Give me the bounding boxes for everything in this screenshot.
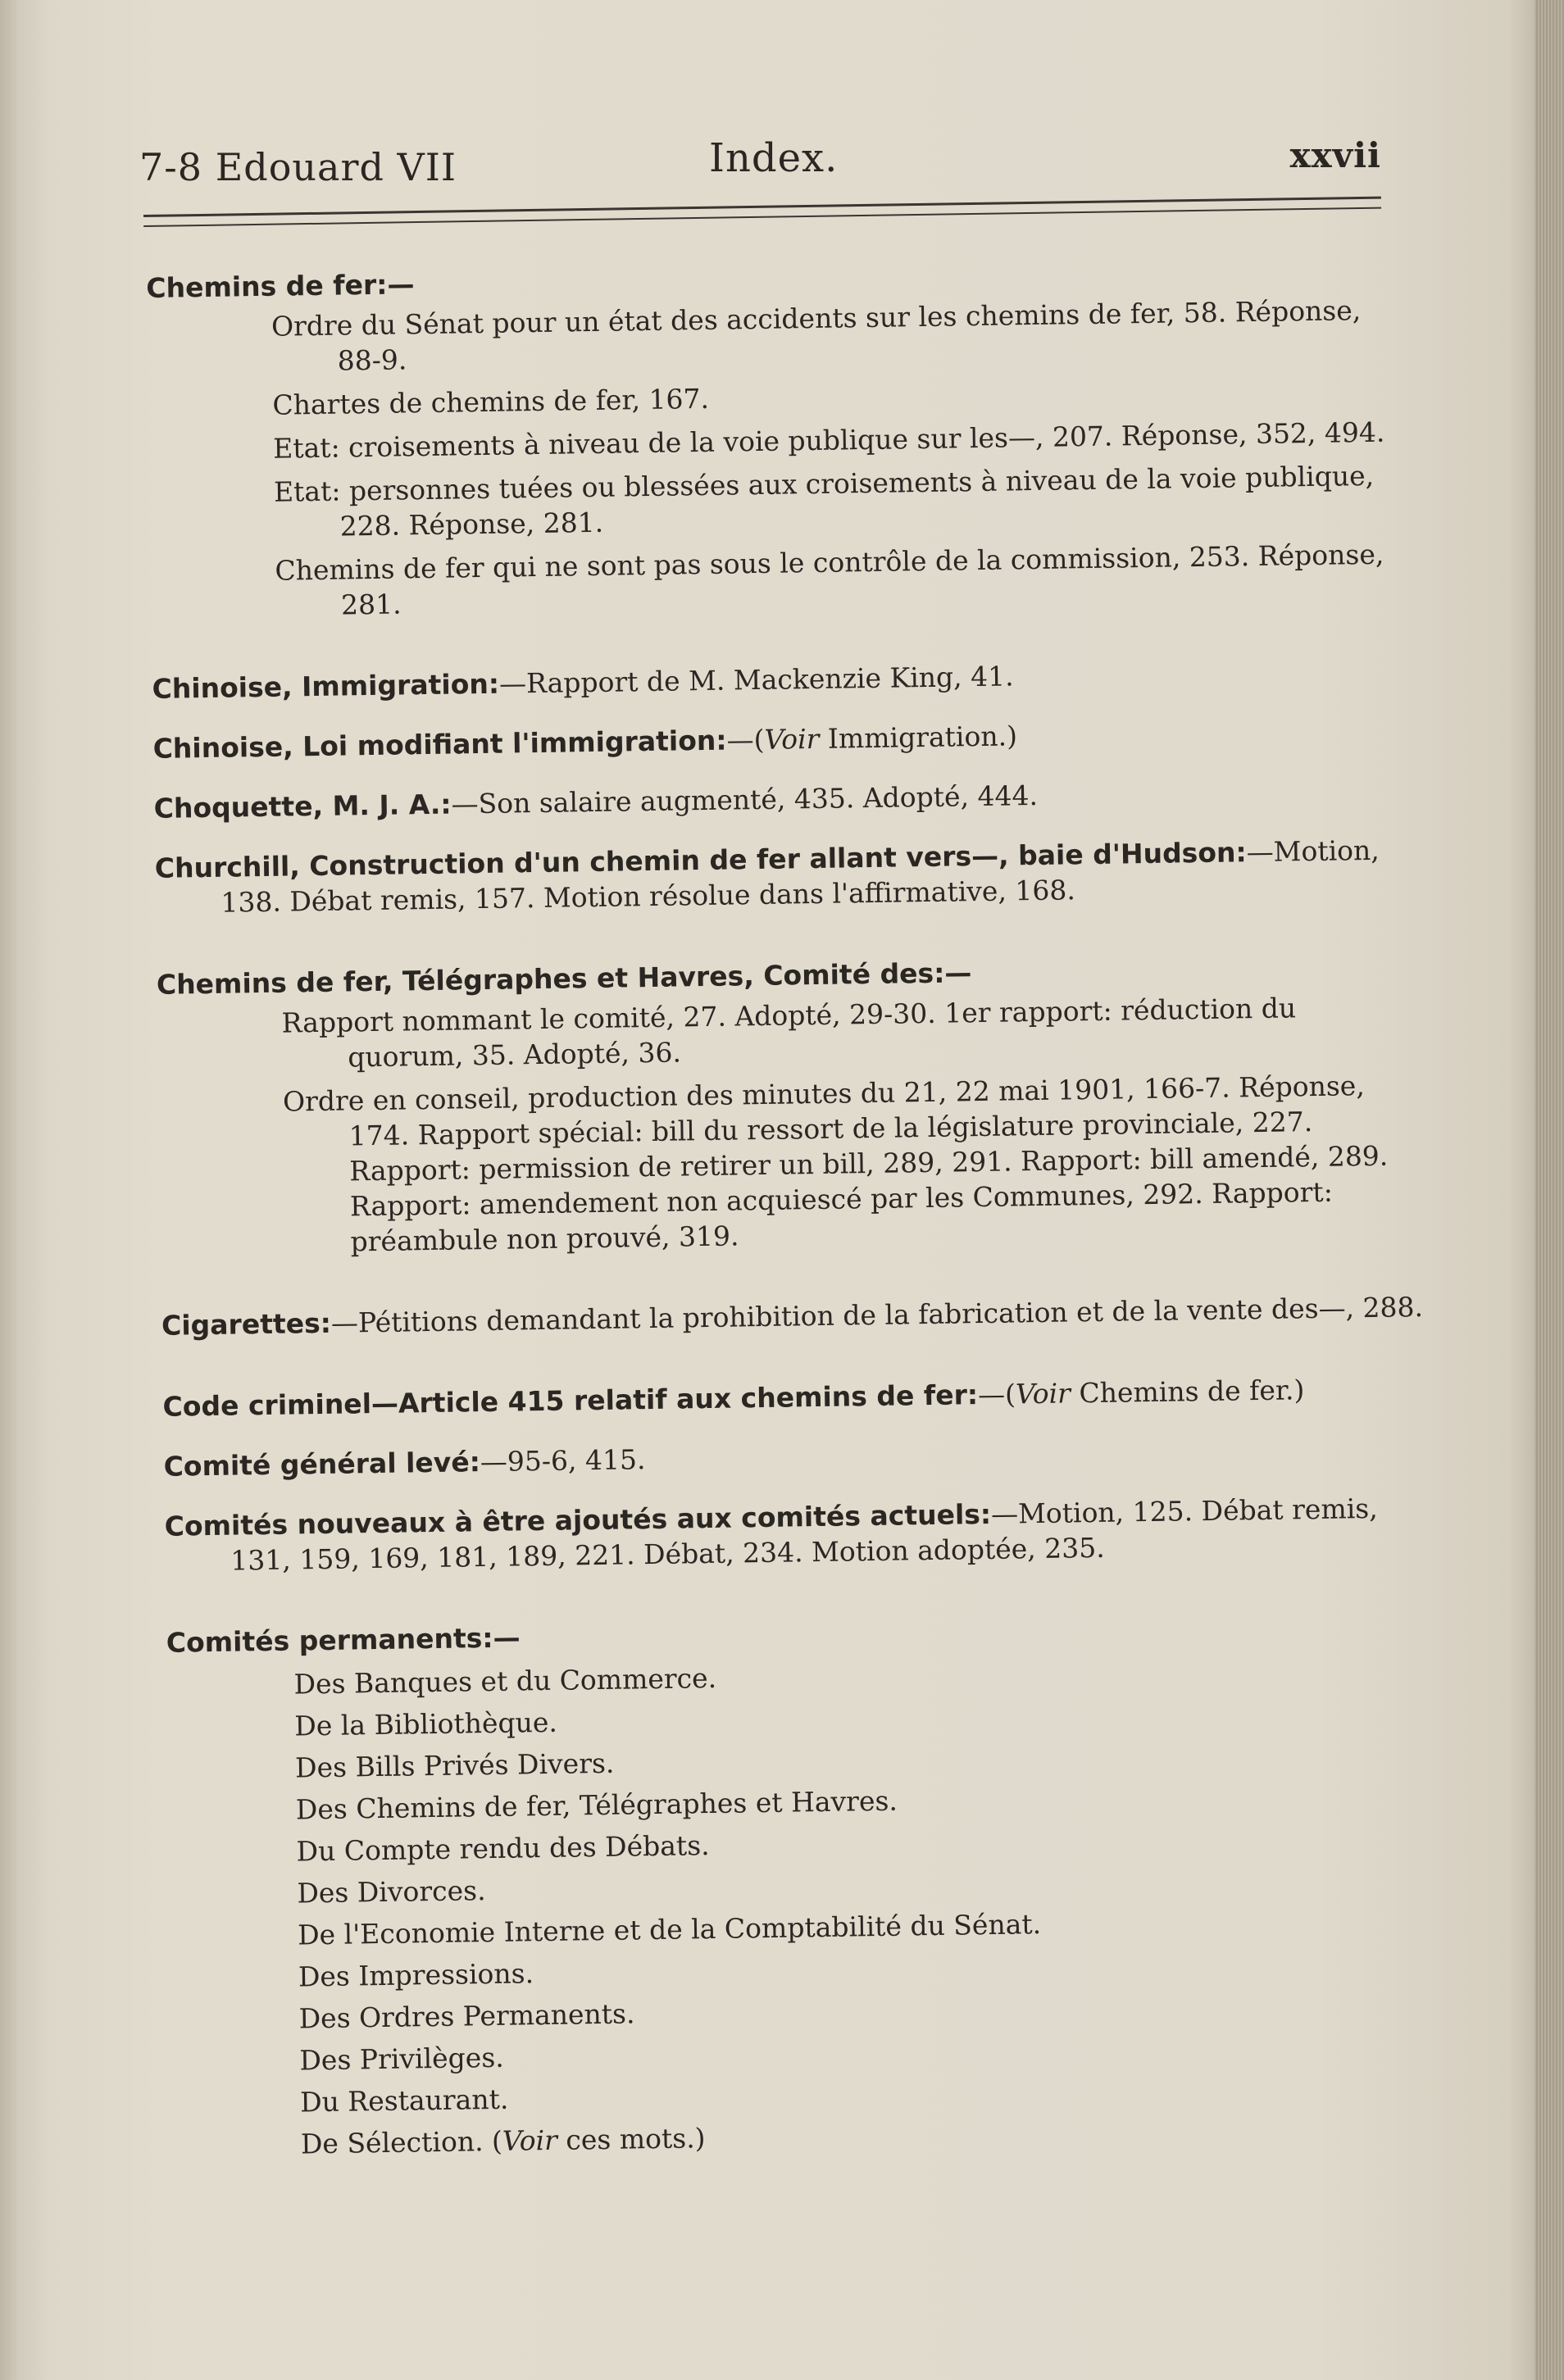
committee-item: Du Compte rendu des Débats. <box>296 1829 710 1868</box>
committee-item: Des Bills Privés Divers. <box>294 1746 615 1784</box>
entry-heading: Churchill, Construction d'un chemin de fer allant vers—, baie d'Hudson: <box>154 836 1247 884</box>
entry-text: Chemins de fer.) <box>1070 1374 1305 1410</box>
index-entry-comites-nouveaux <box>164 1490 1427 1579</box>
committee-item: De la Bibliothèque. <box>294 1706 558 1742</box>
entry-subitem: Rapport nommant le comité, 27. Adopté, 29-30. 1er rapport: réduction du quorum, 35. Adopté, 36. <box>281 992 1297 1074</box>
entry-heading: Comités permanents:— <box>166 1621 521 1659</box>
voir-reference: Voir <box>502 2123 558 2157</box>
entry-text: —Son salaire augmenté, 435. Adopté, 444. <box>451 779 1039 820</box>
entry-text: Immigration.) <box>819 720 1018 755</box>
committee-item: Des Ordres Permanents. <box>298 1997 635 2035</box>
committee-item: Du Restaurant. <box>299 2082 509 2119</box>
index-entry-comites-permanents <box>166 1606 1437 2167</box>
entry-subitem: Etat: personnes tuées ou blessées aux croisements à niveau de la voie publique, 228. Réponse, 281. <box>273 459 1375 543</box>
entry-text: —Motion, 138. Débat remis, 157. Motion résolue dans l'affirmative, 168. <box>221 833 1380 919</box>
entry-heading: Comité général levé: <box>163 1446 481 1483</box>
entry-subitem: Ordre en conseil, production des minutes du 21, 22 mai 1901, 166-7. Réponse, 174. Rapport spécial: bill du ressort de la législature provinciale, 227. Rapport: permission de retirer un bill, 289, 291. Rapport: bill amendé, 289. Rapport: amendement non acquiescé par les Communes, 292. Rapport: préambule non prouvé, 319. <box>282 1070 1389 1258</box>
entry-heading: Cigarettes: <box>161 1306 332 1342</box>
entry-text: —Motion, 125. Débat remis, 131, 159, 169, 181, 189, 221. Débat, 234. Motion adoptée, 235. <box>230 1492 1378 1577</box>
index-entry-cigarettes <box>161 1289 1424 1343</box>
header-title: Index. <box>709 135 839 181</box>
index-entry-comite-general <box>163 1430 1425 1484</box>
committee-item: Des Banques et du Commerce. <box>293 1661 717 1701</box>
header-double-rule <box>143 197 1381 227</box>
entry-heading: Chemins de fer, Télégraphes et Havres, Comité des:— <box>156 956 972 1001</box>
entry-heading: Chemins de fer:— <box>146 268 415 304</box>
committee-item: Des Privilèges. <box>299 2041 504 2077</box>
running-header <box>139 135 1381 201</box>
entry-heading: Code criminel—Article 415 relatif aux chemins de fer: <box>162 1378 979 1423</box>
entry-subitem: Chemins de fer qui ne sont pas sous le contrôle de la commission, 253. Réponse, 281. <box>275 538 1384 621</box>
entry-text: —( <box>977 1378 1016 1411</box>
entry-subitem: Ordre du Sénat pour un état des accidents sur les chemins de fer, 58. Réponse, 88-9. <box>271 294 1362 377</box>
committee-list <box>166 1646 1436 2167</box>
committee-item: Des Impressions. <box>298 1957 534 1993</box>
entry-subitem: Chartes de chemins de fer, 167. <box>272 382 710 421</box>
index-entry-chinoise-immigration <box>152 652 1414 706</box>
index-entry-chinoise-loi <box>152 712 1415 766</box>
entry-text: —( <box>726 723 765 756</box>
committee-item: Des Divorces. <box>297 1874 486 1910</box>
voir-reference: Voir <box>764 722 820 756</box>
index-entry-choquette <box>153 772 1416 826</box>
entry-subitem: Etat: croisements à niveau de la voie publique sur les—, 207. Réponse, 352, 494. <box>272 416 1385 465</box>
committee-item-text: ces mots.) <box>557 2122 706 2156</box>
committee-item: De l'Economie Interne et de la Comptabilité du Sénat. <box>297 1908 1042 1951</box>
voir-reference: Voir <box>1015 1377 1071 1410</box>
committee-item-text: De Sélection. ( <box>300 2124 503 2160</box>
page-edge-gutter <box>1534 0 1564 2380</box>
entry-text: —Rapport de M. Mackenzie King, 41. <box>498 660 1014 700</box>
entry-heading: Chinoise, Immigration: <box>152 667 500 705</box>
index-entry-churchill <box>155 832 1418 921</box>
header-page-number: xxvii <box>1289 135 1381 175</box>
index-entry-code-criminel <box>162 1370 1425 1424</box>
entry-heading: Comités nouveaux à être ajoutés aux comités actuels: <box>164 1497 992 1542</box>
entry-text: —95-6, 415. <box>480 1443 646 1478</box>
index-content <box>146 252 1437 2192</box>
entry-heading: Choquette, M. J. A.: <box>153 788 452 824</box>
index-entry-chemins-de-fer <box>146 252 1413 625</box>
committee-item: Des Chemins de fer, Télégraphes et Havres. <box>295 1784 898 1826</box>
header-volume: 7-8 Edouard VII <box>139 145 457 189</box>
entry-heading: Chinoise, Loi modifiant l'immigration: <box>152 724 727 765</box>
page-spine-shadow <box>0 0 21 2380</box>
entry-text: —Pétitions demandant la prohibition de la fabrication et de la vente des—, 288. <box>330 1291 1424 1339</box>
index-entry-comite-chemins <box>157 948 1423 1262</box>
